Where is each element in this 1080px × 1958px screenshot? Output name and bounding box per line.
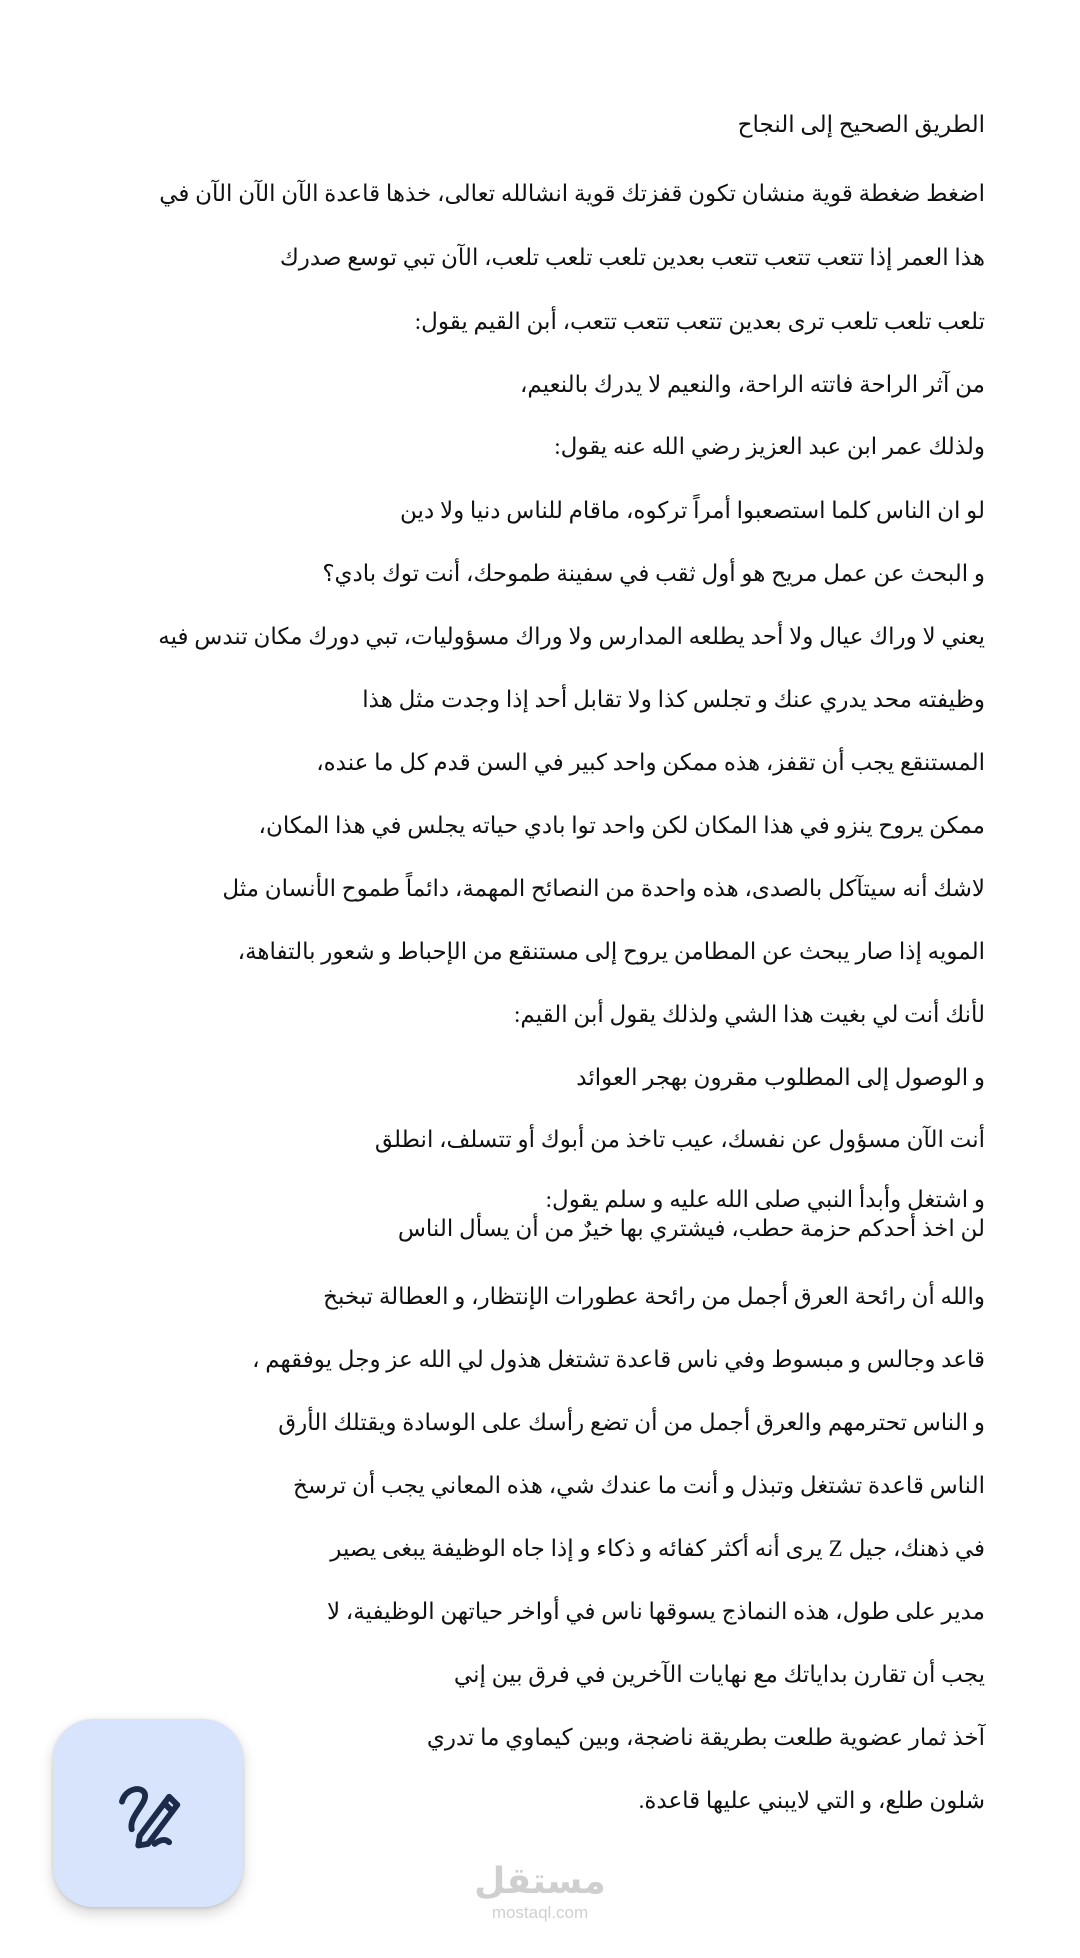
paragraph-line: في ذهنك، جيل Z يرى أنه أكثر كفائه و ذكاء و إذا جاه الوظيفة يبغى يصير — [330, 1536, 985, 1561]
pen-edit-icon — [109, 1774, 187, 1852]
watermark-url: mostaql.com — [491, 1903, 589, 1922]
paragraph-line: هذا العمر إذا تتعب تتعب تتعب بعدين تلعب تلعب تلعب، الآن تبي توسع صدرك — [279, 245, 985, 270]
paragraph-line: لو ان الناس كلما استصعبوا أمراً تركوه، ماقام للناس دنيا ولا دين — [400, 498, 985, 523]
watermark-arabic: مستقل — [474, 1861, 606, 1902]
paragraph-line: المستنقع يجب أن تقفز، هذه ممكن واحد كبير في السن قدم كل ما عنده، — [316, 750, 985, 775]
document-title: الطريق الصحيح إلى النجاح — [737, 112, 985, 137]
paragraph-line: آخذ ثمار عضوية طلعت بطريقة ناضجة، وبين كيماوي ما تدري — [426, 1725, 985, 1750]
paragraph-line: ممكن يروح ينزو في هذا المكان لكن واحد توا بادي حياته يجلس في هذا المكان، — [258, 813, 985, 838]
paragraph-line: لن اخذ أحدكم حزمة حطب، فيشتري بها خيرٌ من أن يسأل الناس — [397, 1216, 985, 1241]
paragraph-line: أنت الآن مسؤول عن نفسك، عيب تاخذ من أبوك أو تتسلف، انطلق — [374, 1127, 985, 1152]
paragraph-line: الناس قاعدة تشتغل وتبذل و أنت ما عندك شي، هذه المعاني يجب أن ترسخ — [293, 1473, 985, 1498]
paragraph-line: قاعد وجالس و مبسوط وفي ناس قاعدة تشتغل هذول لي الله عز وجل يوفقهم ، — [252, 1347, 985, 1372]
paragraph-line: تلعب تلعب تلعب ترى بعدين تتعب تتعب تتعب، أبن القيم يقول: — [414, 309, 985, 334]
paragraph-line: ولذلك عمر ابن عبد العزيز رضي الله عنه يقول: — [554, 434, 985, 459]
paragraph-line: مدير على طول، هذه النماذج يسوقها ناس في أواخر حياتهن الوظيفية، لا — [326, 1599, 985, 1624]
paragraph-line: لاشك أنه سيتآكل بالصدى، هذه واحدة من النصائح المهمة، دائماً طموح الأنسان مثل — [222, 876, 985, 901]
paragraph-line: و اشتغل وأبدأ النبي صلى الله عليه و سلم يقول: — [545, 1187, 985, 1212]
paragraph-line: من آثر الراحة فاتته الراحة، والنعيم لا يدرك بالنعيم، — [519, 372, 985, 397]
paragraph-line: و الناس تحترمهم والعرق أجمل من أن تضع رأسك على الوسادة ويقتلك الأرق — [278, 1410, 985, 1435]
paragraph-line: و الوصول إلى المطلوب مقرون بهجر العوائد — [576, 1065, 985, 1090]
paragraph-line: والله أن رائحة العرق أجمل من رائحة عطورات الإنتظار، و العطالة تبخبخ — [323, 1284, 985, 1309]
paragraph-line: و البحث عن عمل مريح هو أول ثقب في سفينة طموحك، أنت توك بادي؟ — [322, 561, 985, 586]
paragraph-line: المويه إذا صار يبحث عن المطامن يروح إلى مستنقع من الإحباط و شعور بالتفاهة، — [237, 939, 985, 964]
paragraph-line: اضغط ضغطة قوية منشان تكون قفزتك قوية انشالله تعالى، خذها قاعدة الآن الآن الآن في — [159, 181, 985, 206]
paragraph-line: وظيفته محد يدري عنك و تجلس كذا ولا تقابل أحد إذا وجدت مثل هذا — [362, 687, 985, 712]
watermark — [0, 1862, 1080, 1923]
paragraph-line: لأنك أنت لي بغيت هذا الشي ولذلك يقول أبن القيم: — [514, 1002, 985, 1027]
paragraph-line: يعني لا وراك عيال ولا أحد يطلعه المدارس ولا وراك مسؤوليات، تبي دورك مكان تندس فيه — [158, 624, 985, 649]
paragraph-line: يجب أن تقارن بداياتك مع نهايات الآخرين في فرق بين إني — [453, 1662, 985, 1687]
paragraph-line: شلون طلع، و التي لايبني عليها قاعدة. — [638, 1788, 985, 1813]
